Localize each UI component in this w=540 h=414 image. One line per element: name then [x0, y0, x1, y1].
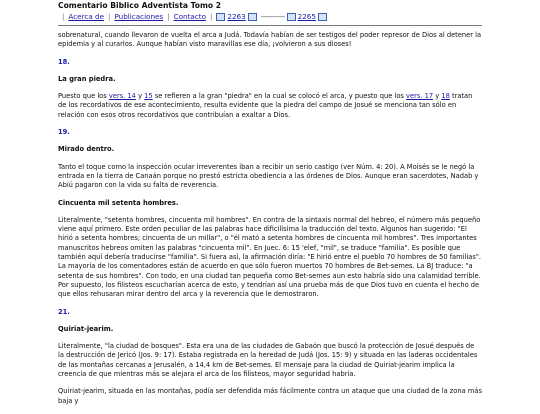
page-icon: [216, 13, 225, 21]
nav-link-contacto[interactable]: Contacto: [173, 12, 206, 21]
verse-number-21: 21.: [58, 307, 70, 316]
text-segment: Puesto que los: [58, 92, 109, 101]
header-bar: [0, 0, 540, 30]
header-divider: [58, 25, 482, 26]
verse-link-18[interactable]: 18: [441, 92, 450, 101]
nav-separator: |: [167, 12, 170, 21]
next-page-link[interactable]: [287, 12, 329, 21]
page-icon: [248, 13, 257, 21]
text-segment: y: [433, 92, 442, 101]
paragraph-verse-18: [58, 92, 482, 120]
nav-separator: |: [209, 12, 213, 21]
verse-link-17[interactable]: vers. 17: [406, 92, 434, 101]
previous-page-link[interactable]: [216, 12, 258, 21]
nav-link-publicaciones[interactable]: Publicaciones: [114, 12, 164, 21]
page-icon: [318, 13, 327, 21]
section-heading-quiriat-jearim: Quiriat-jearim.: [58, 324, 114, 333]
previous-page-number: 2263: [227, 12, 246, 21]
section-heading-gran-piedra: La gran piedra.: [58, 74, 116, 83]
verse-number-18: 18.: [58, 57, 70, 66]
verse-link-14[interactable]: vers. 14: [108, 92, 136, 101]
paragraph-quiriat-jearim-continued: Quiriat-jearim, situada en las montañas, podía ser defendida más fácilmente contra un ataque que una ciudad de la zona más baja y: [58, 387, 482, 405]
paragraph-cincuenta-mil: Literalmente, "setenta hombres, cincuenta mil hombres". En contra de la sintaxis normal del hebreo, el número más pequeño viene aquí primero. Este orden peculiar de las palabras hace dificilísima la traducción del texto. Algunos han sugerido: "El hirió a setenta hombres; cincuenta de un millar", o "él mató a setenta hombres de cincuenta mil hombres". Tres importantes manuscritos hebreos omiten las palabras "cincuenta mil". En Juec. 6: 15 'elef, "mil", se traduce "familia". Es posible que también aquí debería traducirse "familia". Si fuera así, la afirmación diría: "E hirió entre el pueblo 70 hombres de 50 familias". La mayoría de los comentadores están de acuerdo en que sólo fueron muertos 70 hombres de Bet-semes. La BJ traduce: "a setenta de sus hombres". Con todo, en una ciudad tan pequeña como Bet-semes aun esto habría sido una calamidad terrible. Por supuesto, los filisteos escucharían acerca de esto, y tendrían así una prueba más de que Dios tuvo en cuenta el hecho de que ellos rehusaran mirar dentro del arca y la reverencia que le demostraron.: [58, 215, 482, 299]
nav-separator: |: [108, 12, 111, 21]
commentary-content: [58, 31, 482, 414]
text-segment: y: [135, 92, 145, 101]
text-segment: tratan de los recordativos de ese acontecimiento, resulta evidente que la piedra del campo de Josué se menciona tan sólo en relación con esos otros recordativos que contribuían a exaltar a Dios.: [58, 92, 473, 119]
paragraph-verse-21: Literalmente, "la ciudad de bosques". Esta era una de las ciudades de Gabaón que buscó la protección de Josué después de la destrucción de Jericó (Jos. 9: 17). Estaba registrada en la heredad de Judá (Jos. 15: 9) y situada en las laderas occidentales de las montañas cercanas a Jerusalén, a 14,4 km de Bet-semes. El mensaje para la ciudad de Quiriat-jearim implica la creencia de que mientras más se alejara el arca de los filisteos, mayor seguridad habría.: [58, 342, 478, 379]
verse-number-19: 19.: [58, 128, 70, 137]
nav-separator: |: [62, 12, 65, 21]
page-icon: [287, 13, 296, 21]
top-navigation: [58, 12, 329, 21]
app-title: Comentario Biblico Adventista Tomo 2: [58, 1, 222, 10]
paragraph-verse-19: Tanto el toque como la inspección ocular irreverentes iban a recibir un serio castigo (ver Núm. 4: 20). A Moisés se le negó la entrada en la tierra de Canaán porque no prestó estricta obediencia a las órdenes de Dios. Aunque eran sacerdotes, Nadab y Abiú pagaron con la vida su falta de reverencia.: [58, 162, 479, 190]
nav-link-acerca[interactable]: Acerca de: [68, 12, 105, 21]
page-dashes: ------------: [260, 12, 285, 21]
paragraph-intro: sobrenatural, cuando llevaron de vuelta el arca a Judá. Todavía habían de ser testigos del poder represor de Dios al detener la epidemia y al curarlos. Aunque habían visto maravillas ese día, ¡volvieron a sus dioses!: [58, 31, 482, 49]
section-heading-mirado-dentro: Mirado dentro.: [58, 145, 115, 154]
text-segment: se refieren a la gran "piedra" en la cual se colocó el arca, y puesto que los: [152, 92, 407, 101]
section-heading-cincuenta-mil: Cincuenta mil setenta hombres.: [58, 198, 179, 207]
next-page-number: 2265: [297, 12, 316, 21]
verse-link-15[interactable]: 15: [144, 92, 153, 101]
